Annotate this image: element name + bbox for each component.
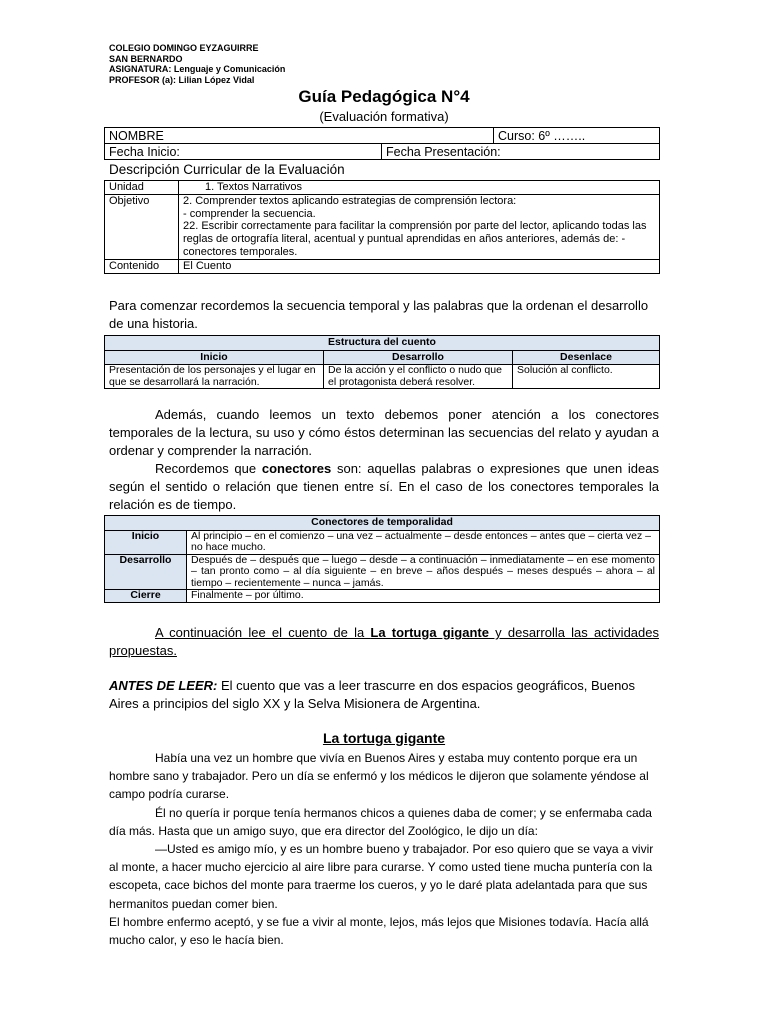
story-body <box>109 749 661 949</box>
objective-line: 22. Escribir correctamente para facilitar la comprensión por parte del lector, aplicando todas las reglas de ortografía literal, acentual y puntual aprendidas en años anteriores, además de: - conectores temporales. <box>183 220 647 258</box>
story-name: La tortuga gigante <box>370 625 489 640</box>
connectors-paragraph-2 <box>109 460 659 514</box>
name-field: NOMBRE <box>105 128 494 144</box>
table-row <box>105 554 660 590</box>
bold-term: conectores <box>261 461 332 476</box>
school-city: SAN BERNARDO <box>109 53 183 64</box>
subject-line: ASIGNATURA: Lenguaje y Comunicación <box>109 64 286 74</box>
table-row <box>105 590 660 603</box>
story-paragraph: —Usted es amigo mío, y es un hombre bueno y trabajador. Por eso quiero que se vaya a vivir al monte, a hacer mucho ejercicio al aire libre para curarse. Y como usted tiene mucha puntería con la escopeta, cace bichos del monte para traerme los cueros, y yo le daré plata adelantada para que sus hermanitos puedan comer bien. <box>109 842 654 911</box>
row-label: Desarrollo <box>105 554 187 590</box>
text-span: Recordemos que <box>155 461 262 476</box>
column-header: Desarrollo <box>324 350 513 365</box>
table-cell: Presentación de los personajes y el lugar en que se desarrollará la narración. <box>105 365 324 389</box>
connectors-table <box>104 515 660 603</box>
row-value: Después de – después que – luego – desde – a continuación – inmediatamente – en ese momento – tan pronto como – al día siguiente – en breve – años después – meses después – ahora – al tiempo – recientemente – nunca – jamás. <box>187 554 660 590</box>
teacher-line: PROFESOR (a): Lilian López Vidal <box>109 74 255 85</box>
reading-instruction <box>109 624 659 660</box>
unit-label: Unidad <box>105 181 179 195</box>
story-paragraph: El hombre enfermo aceptó, y se fue a vivir al monte, lejos, más lejos que Misiones todavía. Hacía allá mucho calor, y eso le hacía bien. <box>109 914 649 948</box>
student-info-table <box>104 127 660 160</box>
before-reading-text: El cuento que vas a leer trascurre en dos espacios geográficos, Buenos Aires a principios del siglo XX y la Selva Misionera de Argentina. <box>109 678 636 711</box>
start-date-field: Fecha Inicio: <box>105 144 382 159</box>
objective-value <box>179 194 660 259</box>
column-header: Desenlace <box>513 350 660 365</box>
text-span: A continuación lee el cuento de la <box>155 625 371 640</box>
dates-row <box>105 144 660 160</box>
text-span: son: aquellas palabras o expresiones que unen ideas según el sentido o relación que tienen entre sí. En el caso de los conectores temporales la relación es de tiempo. <box>109 461 659 512</box>
objective-label: Objetivo <box>105 194 179 259</box>
unit-value: 1. Textos Narrativos <box>179 181 660 195</box>
connectors-paragraph-1: Además, cuando leemos un texto debemos poner atención a los conectores temporales de la lectura, su uso y cómo éstos determinan las secuencias del relato y ayudan a ordenar y comprender la narración. <box>109 407 659 458</box>
table-cell: Solución al conflicto. <box>513 365 660 389</box>
story-title: La tortuga gigante <box>322 730 446 746</box>
story-structure-table <box>104 335 660 389</box>
table-cell: De la acción y el conflicto o nudo que el protagonista deberá resolver. <box>324 365 513 389</box>
row-label: Inicio <box>105 530 187 554</box>
text-span: y desarrolla las actividades propuestas. <box>109 625 659 658</box>
curriculum-table <box>104 180 660 274</box>
objective-line: - comprender la secuencia. <box>183 207 316 220</box>
content-label: Contenido <box>105 259 179 273</box>
row-label: Cierre <box>105 590 187 603</box>
table-row <box>105 530 660 554</box>
course-field: Curso: 6º …….. <box>494 128 660 144</box>
document-title: Guía Pedagógica N°4 <box>298 87 470 106</box>
curriculum-title: Descripción Curricular de la Evaluación <box>109 162 345 177</box>
connectors-table-title: Conectores de temporalidad <box>105 516 660 531</box>
school-header <box>109 43 285 85</box>
objective-line: 2. Comprender textos aplicando estrategias de comprensión lectora: <box>183 194 517 207</box>
before-reading <box>109 677 659 713</box>
before-reading-label: ANTES DE LEER: <box>109 678 218 693</box>
row-value: Al principio – en el comienzo – una vez – actualmente – desde entonces – antes que – cierta vez – no hace mucho. <box>187 530 660 554</box>
row-value: Finalmente – por último. <box>187 590 660 603</box>
presentation-date-field: Fecha Presentación: <box>386 145 501 159</box>
structure-table-title: Estructura del cuento <box>105 336 660 351</box>
school-name: COLEGIO DOMINGO EYZAGUIRRE <box>109 43 259 53</box>
story-paragraph: Él no quería ir porque tenía hermanos chicos a quienes daba de comer; y se enfermaba cada día más. Hasta que un amigo suyo, que era director del Zoológico, le dijo un día: <box>109 805 652 838</box>
document-subtitle: (Evaluación formativa) <box>319 109 449 124</box>
content-value: El Cuento <box>179 259 660 273</box>
column-header: Inicio <box>105 350 324 365</box>
story-paragraph: Había una vez un hombre que vivía en Buenos Aires y estaba muy contento porque era un hombre sano y trabajador. Pero un día se enfermó y los médicos le dijeron que solamente yéndose al campo podría curarse. <box>109 751 649 802</box>
intro-paragraph: Para comenzar recordemos la secuencia temporal y las palabras que la ordenan el desarrollo de una historia. <box>109 298 649 331</box>
